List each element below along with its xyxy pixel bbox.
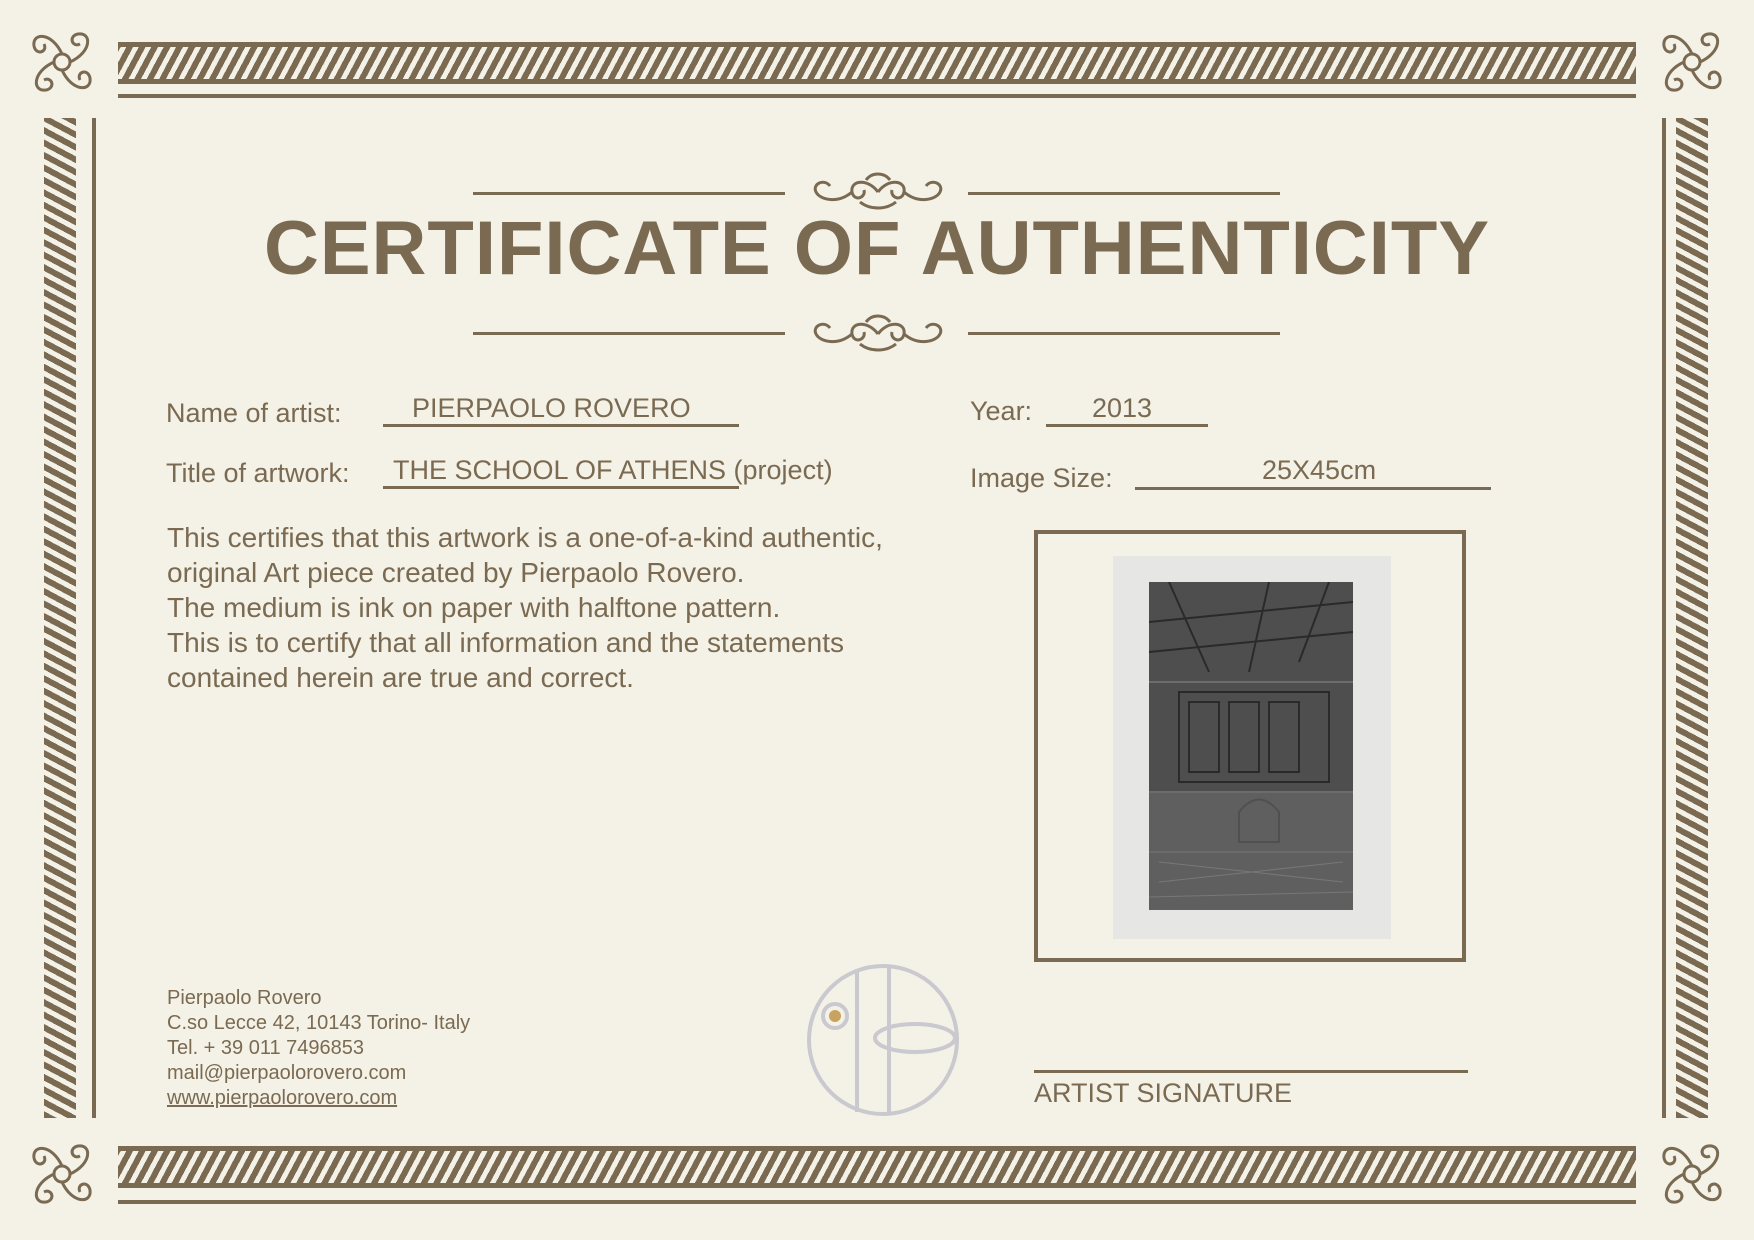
statement-line: This certifies that this artwork is a one-of-a-kind authentic, <box>167 522 883 553</box>
artist-label: Name of artist: <box>166 398 342 428</box>
year-underline <box>1046 424 1208 427</box>
bottom-inner-rule <box>118 1200 1636 1204</box>
bottom-border <box>118 1146 1636 1188</box>
year-value: 2013 <box>1092 393 1153 423</box>
contact-phone: Tel. + 39 011 7496853 <box>167 1037 365 1059</box>
statement-line: The medium is ink on paper with halftone pattern. <box>167 592 781 623</box>
title-label: Title of artwork: <box>166 458 350 488</box>
contact-block <box>167 986 470 1111</box>
top-inner-rule <box>118 94 1636 98</box>
size-value: 25X45cm <box>1262 455 1377 485</box>
contact-website-link[interactable]: www.pierpaolorovero.com <box>167 1087 398 1109</box>
bottom-left-swirl-icon <box>12 1124 112 1224</box>
title-top-rule-left <box>473 192 785 195</box>
artwork-drawing <box>1149 582 1353 910</box>
contact-name: Pierpaolo Rovero <box>167 987 322 1009</box>
top-border <box>118 42 1636 84</box>
signature-line <box>1034 1070 1468 1073</box>
artist-monogram-logo-icon <box>805 962 961 1118</box>
artist-underline <box>383 424 739 427</box>
certificate-title: CERTIFICATE OF AUTHENTICITY <box>263 206 1491 291</box>
artwork-image <box>1149 582 1353 910</box>
year-label: Year: <box>970 396 1033 426</box>
contact-email[interactable]: mail@pierpaolorovero.com <box>167 1062 407 1084</box>
title-bottom-rule-left <box>473 332 785 335</box>
title-bottom-rule-right <box>968 332 1280 335</box>
bottom-right-swirl-icon <box>1642 1124 1742 1224</box>
statement-line: This is to certify that all information and the statements <box>167 627 844 658</box>
title-value: THE SCHOOL OF ATHENS (project) <box>393 455 833 485</box>
artist-value: PIERPAOLO ROVERO <box>412 393 691 423</box>
contact-address: C.so Lecce 42, 10143 Torino- Italy <box>167 1012 471 1034</box>
bottom-flourish-icon <box>808 312 948 356</box>
statement-line: original Art piece created by Pierpaolo Rovero. <box>167 557 745 588</box>
certification-statement <box>167 520 967 695</box>
statement-line: contained herein are true and correct. <box>167 662 634 693</box>
signature-label: ARTIST SIGNATURE <box>1034 1078 1293 1108</box>
top-left-swirl-icon <box>12 12 112 112</box>
size-underline <box>1135 487 1491 490</box>
top-right-swirl-icon <box>1642 12 1742 112</box>
size-label: Image Size: <box>970 463 1113 493</box>
title-underline <box>383 486 739 489</box>
title-top-rule-right <box>968 192 1280 195</box>
